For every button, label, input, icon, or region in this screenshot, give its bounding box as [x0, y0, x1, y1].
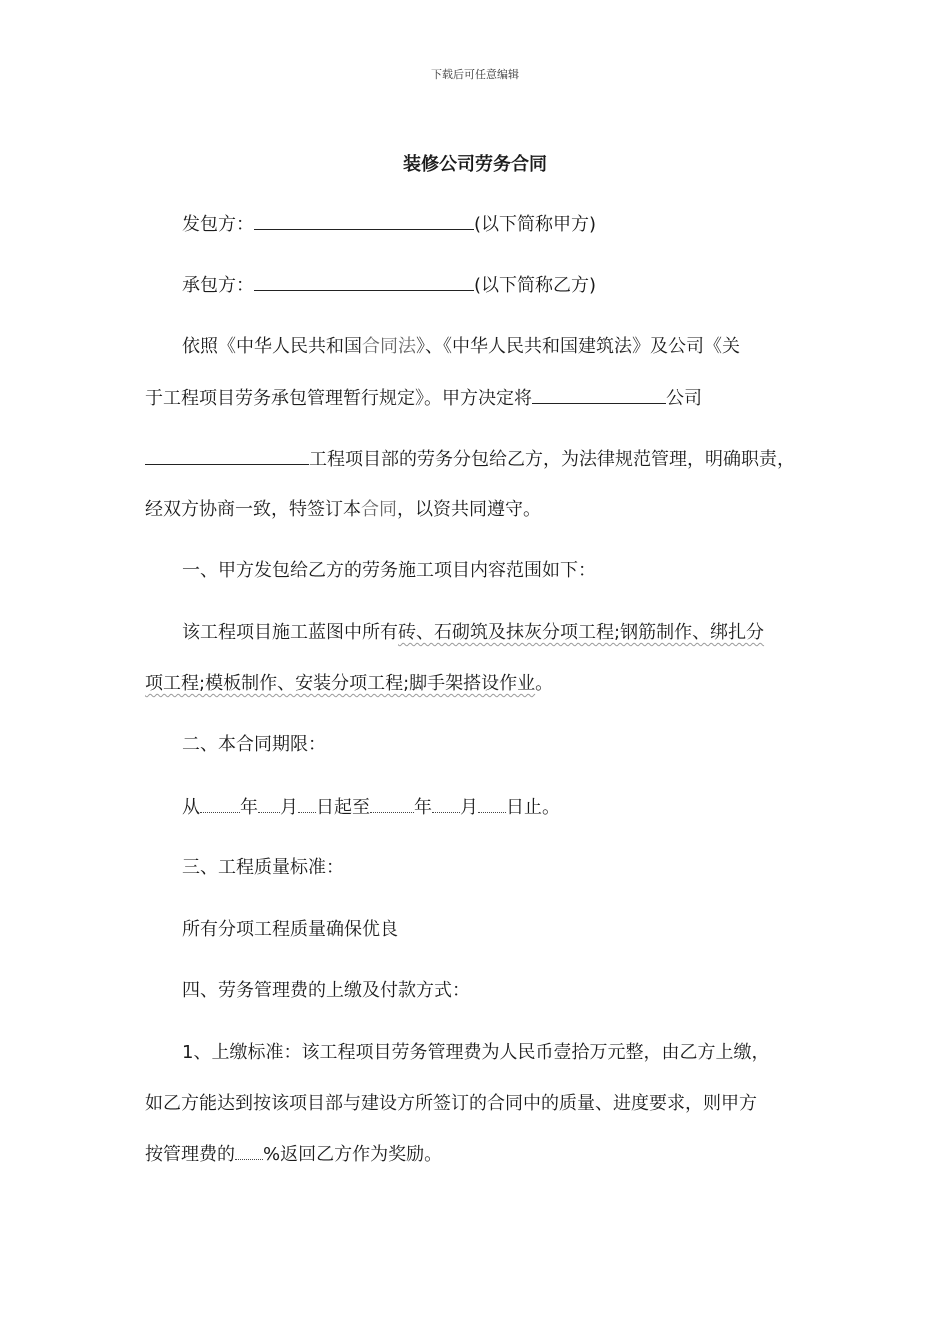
- period-text: 月: [460, 797, 478, 818]
- basis-text: 公司: [666, 388, 702, 409]
- section-4-line-3: [145, 1141, 805, 1168]
- period-text: 日止。: [506, 797, 560, 818]
- period-text: 月: [280, 797, 298, 818]
- basis-text: ，以资共同遵守。: [397, 499, 541, 520]
- scope-text: 该工程项目施工蓝图中所有: [182, 622, 398, 643]
- party-b-label: 承包方：: [182, 275, 254, 296]
- section-3-heading: 三、工程质量标准：: [182, 857, 344, 878]
- basis-line-1: [182, 334, 842, 360]
- reward-text: 按管理费的: [145, 1144, 235, 1165]
- document-title: 装修公司劳务合同: [403, 154, 547, 175]
- basis-line-3: [145, 446, 805, 473]
- party-a-line: [182, 211, 842, 238]
- start-day-blank[interactable]: [298, 794, 316, 813]
- scope-items: 项工程;模板制作、安装分项工程;脚手架搭设作业: [145, 673, 536, 694]
- section-4-line-1: 1、上缴标准：该工程项目劳务管理费为人民币壹拾万元整，由乙方上缴，: [182, 1042, 770, 1063]
- basis-line-2: [145, 385, 805, 412]
- basis-line-4: [145, 497, 805, 523]
- period-text: 从: [182, 797, 200, 818]
- end-month-blank[interactable]: [432, 794, 460, 813]
- section-4-line-2: 如乙方能达到按该项目部与建设方所签订的合同中的质量、进度要求，则甲方: [145, 1093, 757, 1114]
- company-blank[interactable]: [532, 385, 666, 404]
- basis-text: 工程项目部的劳务分包给乙方，为法律规范管理，明确职责，: [309, 449, 795, 470]
- section-1-heading: 一、甲方发包给乙方的劳务施工项目内容范围如下：: [182, 560, 596, 581]
- period-text: 年: [240, 797, 258, 818]
- period-text: 日起至: [316, 797, 370, 818]
- end-day-blank[interactable]: [478, 794, 506, 813]
- end-year-blank[interactable]: [370, 794, 414, 813]
- basis-text: 经双方协商一致，特签订本: [145, 499, 361, 520]
- scope-items: 砖、石砌筑及抹灰分项工程;钢筋制作、绑扎分: [398, 622, 765, 643]
- reward-percent-blank[interactable]: [235, 1141, 263, 1160]
- section-2-period: [182, 794, 842, 821]
- page-header: 下载后可任意编辑: [431, 68, 519, 81]
- reward-text: %返回乙方作为奖励。: [263, 1144, 443, 1165]
- party-a-blank[interactable]: [254, 211, 474, 230]
- section-1-line-2: [145, 671, 805, 697]
- party-a-note: (以下简称甲方): [474, 214, 597, 235]
- party-b-line: [182, 272, 842, 299]
- basis-text: 》、《中华人民共和国建筑法》及公司《关: [416, 336, 740, 357]
- basis-contract-word: 合同: [361, 499, 397, 520]
- party-b-blank[interactable]: [254, 272, 474, 291]
- start-year-blank[interactable]: [200, 794, 240, 813]
- section-2-heading: 二、本合同期限：: [182, 734, 326, 755]
- basis-text: 于工程项目劳务承包管理暂行规定》。甲方决定将: [145, 388, 532, 409]
- start-month-blank[interactable]: [258, 794, 280, 813]
- scope-text: 。: [535, 673, 554, 694]
- section-3-body: 所有分项工程质量确保优良: [182, 919, 398, 940]
- period-text: 年: [414, 797, 432, 818]
- party-a-label: 发包方：: [182, 214, 254, 235]
- basis-text: 依照《中华人民共和国: [182, 336, 362, 357]
- project-dept-blank[interactable]: [145, 446, 309, 465]
- section-1-line-1: [182, 620, 842, 646]
- section-4-heading: 四、劳务管理费的上缴及付款方式：: [182, 980, 470, 1001]
- basis-law-name: 合同法: [362, 336, 416, 357]
- party-b-note: (以下简称乙方): [474, 275, 597, 296]
